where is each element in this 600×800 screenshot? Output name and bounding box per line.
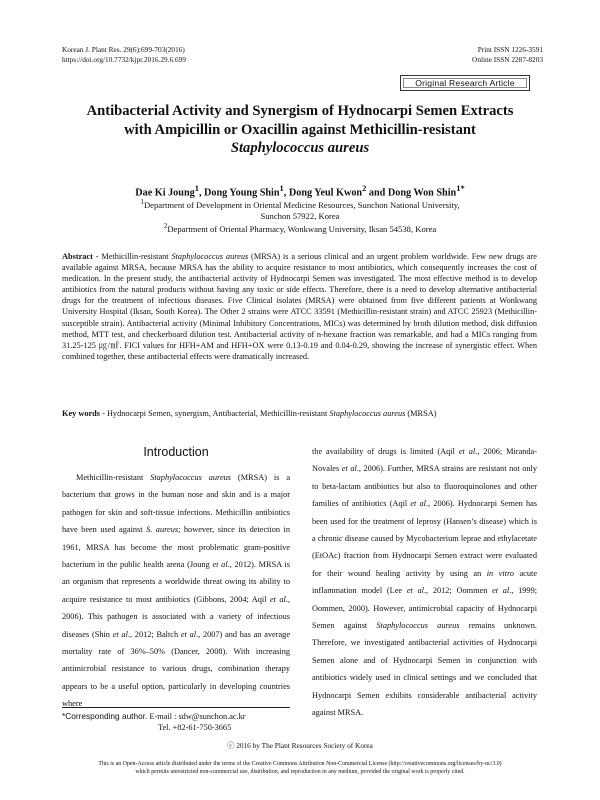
keywords-text-italic: Staphylococcus aureus [329, 409, 406, 418]
affiliation-1-line2: Sunchon 57922, Korea [260, 210, 340, 221]
body-text-italic: et al [458, 447, 476, 456]
license-notice [40, 761, 560, 777]
corresponding-author-label: *Corresponding author. [62, 711, 148, 721]
copyright-notice: ⓒ 2016 by The Plant Resources Society of Korea [227, 741, 373, 750]
body-text: ., 2012; Baltch [127, 629, 181, 639]
body-text-italic: et al [212, 560, 228, 570]
body-text: ., 2012; Oommen [423, 586, 493, 596]
body-text: remains unknown. Therefore, we investigated antibacterial activities of Hydnocarpi Semen alone and of Hydnocarpi Semen in conjunction with antibiotics widely used in clinical settings and we concluded that Hydnocarpi Semen exhibits considerable antibacterial activity against MRSA. [312, 621, 537, 718]
article-type-badge [400, 75, 530, 91]
body-text-italic: et al [410, 499, 426, 509]
intro-paragraph [62, 469, 290, 713]
author-4: Dong Won Shin [387, 187, 457, 199]
badge-inner-border [403, 78, 527, 88]
body-text: Methicillin-resistant [76, 473, 151, 482]
body-text-italic: et al [492, 586, 510, 596]
footnote-divider [62, 707, 290, 708]
body-text: ., 2012). MRSA is an organism that represents a worldwide threat owing its ability to acquire resistance to most antibiotics (Gibbons, 2004; Aqil [62, 560, 291, 604]
keywords [62, 408, 537, 419]
keywords-label: Key words [62, 409, 101, 418]
author-4-affil: 1* [456, 183, 465, 193]
abstract-text: (MRSA) is a serious clinical and an urgent problem worldwide. Few new drugs are available against MRSA, because MRSA has the ability to acquire resistance to most antibiotics, which consequently increases the cost of medication. In the present study, the antibacterial activity of Hydnocarpi Semen was investigated. The most effective method is to develop antibiotics from the natural products without having any toxic or side effects. Therefore, there is a need to develop alternative antibacterial drugs for the treatment of infectious diseases. Five Clinical isolates (MRSA) were obtained from five different patients at Wonkwang University Hospital (Iksan, South Korea). The Other 2 strains were ATCC 33591 (Methicillin-resistant strain) and ATCC 25923 (Methicillin-susceptible strain). Antibacterial activity (Minimal Inhibitory Concentrations, MICs) was determined by broth dilution method, disk diffusion method, MTT test, and checkerboard dilution test. Antibacterial activity of n-hexane fraction was remarkable, and had a MICs ranging from 31.25-125 ㎍/㎖. FICI values for HFH+AM and HFH+OX were 0.13-0.19 and 0.04-0.29, showing the increase of synergistic effect. When combined together, these antibacterial effects were dramatically increased. [62, 252, 537, 361]
online-issn: Online ISSN 2287-8203 [472, 55, 543, 64]
body-text-italic: S. aureus [146, 525, 179, 535]
telephone: Tel. +82-61-750-3665 [158, 723, 232, 732]
journal-line: Korean J. Plant Res. 29(6):699-703(2016) [62, 45, 185, 54]
print-issn: Print ISSN 1226-3591 [477, 45, 543, 54]
author-separator: , [283, 187, 289, 199]
license-line-2: which permits unrestricted non-commercial use, distribution, and reproduction in any medium, provided the original work is properly cited. [135, 768, 465, 775]
issn-block [472, 45, 543, 65]
body-text: ; however, since its detection in 1961, MRSA has become the most problematic gram-positive bacterium in the public health arena (Joung [62, 525, 290, 570]
body-text: ., 2006; Miranda-Novales [312, 447, 537, 474]
intro-paragraph-continued [312, 443, 537, 722]
section-heading-introduction: Introduction [143, 445, 209, 459]
body-text: ., 2006). This pathogen is associated with a variety of infectious diseases (Shin [62, 594, 290, 639]
body-text-italic: et al [406, 586, 424, 596]
author-1-affil: 1 [194, 183, 199, 193]
title-line-2: with Ampicillin or Oxacillin against Methicillin-resistant [124, 121, 476, 138]
article-type-label: Original Research Article [415, 78, 515, 88]
author-2-affil: 1 [279, 183, 284, 193]
affiliation-1-line1: Department of Development in Oriental Medicine Resources, Sunchon National University, [143, 199, 460, 210]
license-line-1: This is an Open-Access article distributed under the terms of the Creative Commons Attribution Non-Commercial License (http://creativecommons.org/licenses/by-nc/3.0) [98, 761, 502, 767]
abstract-text: - Methicillin-resistant [92, 252, 172, 261]
author-2: Dong Young Shin [204, 187, 280, 199]
abstract [62, 251, 537, 362]
body-text-italic: in vitro [486, 568, 515, 578]
email-label: E-mail : [147, 712, 179, 721]
affiliation-2 [40, 221, 560, 235]
author-separator: and [366, 187, 388, 199]
paper-title [40, 102, 560, 158]
body-text-italic: et al [341, 464, 357, 474]
author-3-affil: 2 [362, 183, 367, 193]
doi-link[interactable]: https://doi.org/10.7732/kjpr.2016.29.6.699 [62, 55, 186, 64]
body-text-italic: Staphylococcus aureus [376, 621, 460, 631]
author-1: Dae Ki Joung [135, 187, 195, 199]
body-text: acute inflammation model (Lee [312, 568, 537, 596]
body-column-left [62, 469, 290, 713]
keywords-text: - Hydnocarpi Semen, synergism, Antibacterial, Methicillin-resistant [100, 409, 330, 418]
affiliation-2-mark: 2 [163, 222, 168, 230]
body-text: (MRSA) is a bacterium that grows in the human nose and skin and is a major pathogen for skin and soft-tissue infections. Methicillin antibiotics have been used against [62, 473, 291, 535]
body-column-right [312, 443, 537, 722]
title-line-1: Antibacterial Activity and Synergism of Hydnocarpi Semen Extracts [86, 103, 514, 119]
affiliation-1 [40, 197, 560, 221]
keywords-text: (MRSA) [405, 409, 437, 418]
body-text-italic: Staphylococcus aureus [150, 473, 232, 482]
body-text: ., 2007) and has an average mortality rate of 36%–50% (Dancer, 2008). With increasing antimicrobial resistance to various drugs, combination therapy appears to be a useful option, particularly in developing countries where [62, 629, 290, 709]
title-line-3: Staphylococcus aureus [230, 140, 370, 156]
abstract-text-italic: Staphylococcus aureus [171, 252, 249, 261]
body-text-italic: et al [269, 594, 286, 604]
abstract-label: Abstract [62, 252, 93, 261]
body-text-italic: et al [112, 629, 128, 639]
body-text: ., 2006). Hydnocarpi Semen has been used for the treatment of leprosy (Hansen’s disease) which is a chronic disease caused by Mycobacterium leprae and ethylacetate (EtOAc) fraction from Hydnocarpi Semen extract were evaluated for their wound healing activity by using an [312, 499, 538, 578]
email-link[interactable]: sdw@sunchon.ac.kr [178, 712, 246, 721]
affiliation-2-line1: Department of Oriental Pharmacy, Wonkwang University, Iksan 54538, Korea [167, 223, 437, 234]
body-text-italic: et al [180, 629, 197, 639]
body-text: ., 1999; Oommen, 2000). However, antimicrobial capacity of Hydnocarpi Semen against [312, 586, 538, 631]
affiliation-1-mark: 1 [140, 198, 144, 206]
body-text: ., 2006). Further, MRSA strains are resistant not only to beta-lactam antibiotics but also to fluoroquinolones and other families of antibiotics (Aqil [312, 464, 538, 509]
author-separator: , [198, 187, 205, 199]
author-3: Dong Yeul Kwon [288, 187, 363, 199]
corresponding-author-note [62, 711, 246, 733]
body-text: the availability of drugs is limited (Aqil [312, 447, 459, 456]
journal-citation [62, 45, 186, 65]
